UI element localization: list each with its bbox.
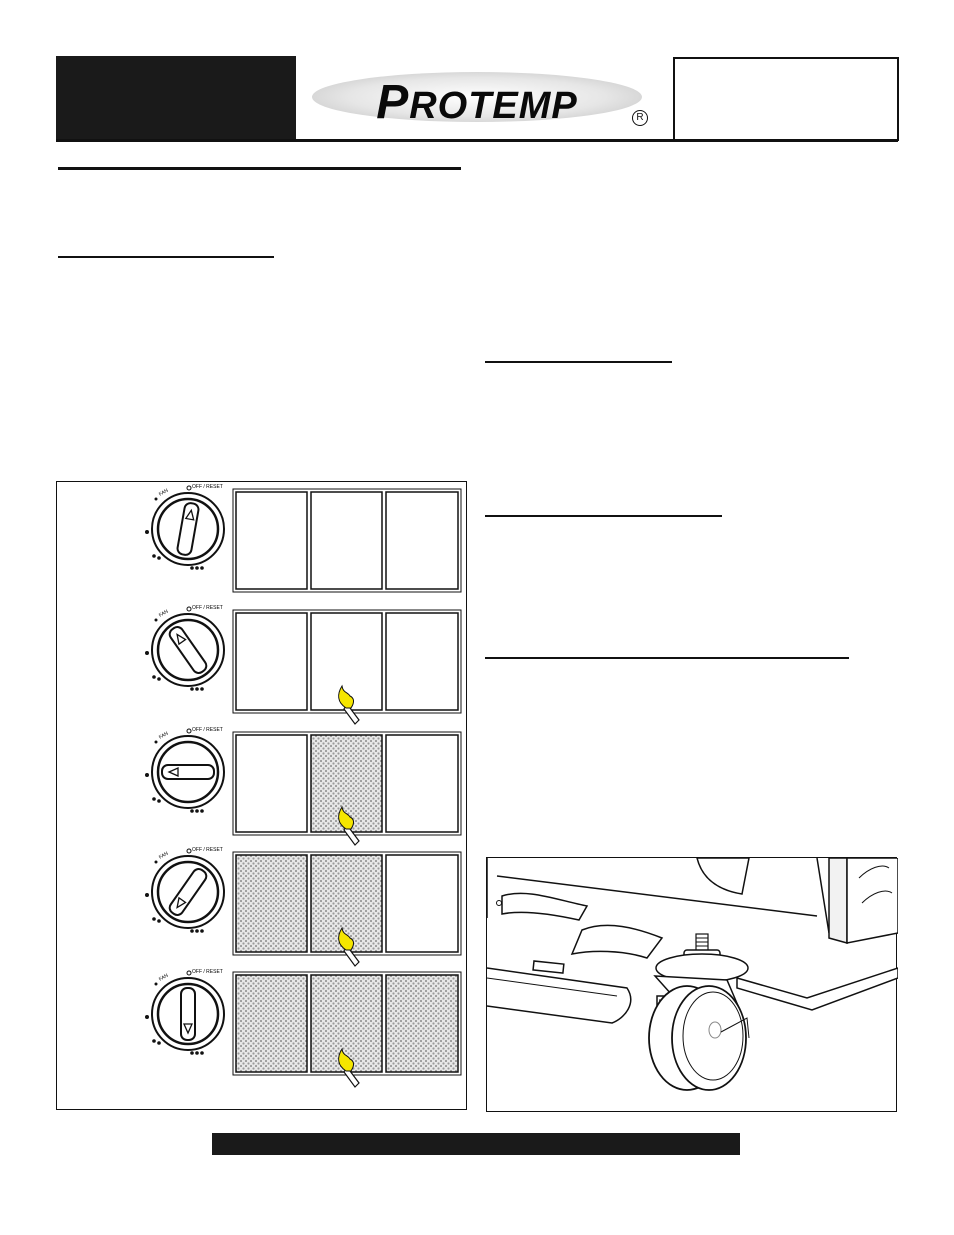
thermostat-dial-low bbox=[145, 727, 224, 813]
caster-wheel-drawing bbox=[487, 858, 898, 1113]
header-black-block bbox=[56, 56, 296, 140]
dial-label-fan: FAN bbox=[158, 972, 170, 983]
registered-mark: R bbox=[632, 110, 648, 126]
brand-logo bbox=[312, 70, 642, 128]
heater-panels-row-3 bbox=[233, 732, 461, 845]
logo-wordmark-rest: ROTEMP bbox=[409, 85, 578, 127]
caster-wheel-figure bbox=[486, 857, 897, 1112]
heater-panels-row-5 bbox=[233, 972, 461, 1087]
section-title-rule bbox=[58, 167, 461, 170]
dial-label-off-reset: OFF / RESET bbox=[192, 847, 223, 853]
heater-panels-row-4 bbox=[233, 852, 461, 966]
logo-wordmark bbox=[312, 75, 642, 130]
thermostat-dial-medium bbox=[145, 847, 224, 933]
model-number-box bbox=[673, 57, 899, 141]
thermostat-dial-high bbox=[145, 969, 224, 1055]
subsection-rule-1 bbox=[58, 256, 274, 258]
dial-label-fan: FAN bbox=[158, 850, 170, 861]
thermostat-settings-figure bbox=[56, 481, 467, 1110]
footer-bar bbox=[212, 1133, 740, 1155]
thermostat-dial-off bbox=[145, 484, 224, 570]
subsection-rule-2 bbox=[485, 361, 672, 363]
header-rule bbox=[56, 139, 898, 142]
subsection-rule-3 bbox=[485, 515, 722, 517]
dial-label-off-reset: OFF / RESET bbox=[192, 605, 223, 611]
dial-label-off-reset: OFF / RESET bbox=[192, 727, 223, 733]
heater-panels-row-2 bbox=[233, 610, 461, 724]
dial-label-off-reset: OFF / RESET bbox=[192, 484, 223, 490]
dial-label-off-reset: OFF / RESET bbox=[192, 969, 223, 975]
dial-label-fan: FAN bbox=[158, 487, 170, 498]
thermostat-settings-drawing bbox=[57, 482, 468, 1111]
dial-label-fan: FAN bbox=[158, 730, 170, 741]
thermostat-dial-pilot bbox=[145, 605, 224, 691]
heater-panels-row-1 bbox=[233, 489, 461, 592]
dial-label-fan: FAN bbox=[158, 608, 170, 619]
subsection-rule-4 bbox=[485, 657, 849, 659]
logo-wordmark-initial: P bbox=[376, 76, 410, 129]
